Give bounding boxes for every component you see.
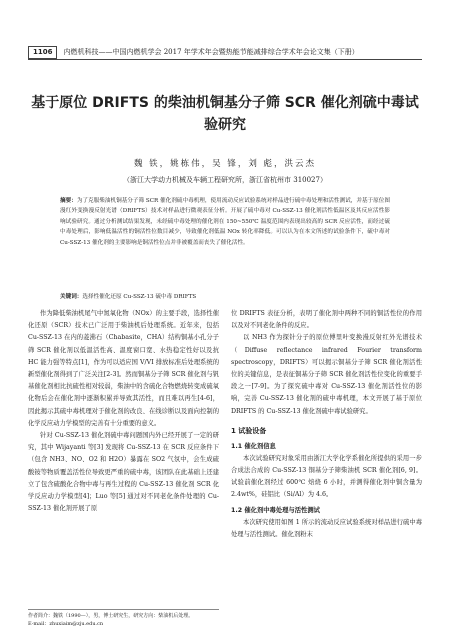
paragraph: 本次试验研究对象采用由浙江大学化学系催化所提供的采用一步合成法合成的 Cu-SSZ-13 铜基分子筛柴油机 SCR 催化剂[6, 9]。试验前催化剂经过 600℃ 焙烧 6 小时，并测得催化剂中铜含量为 2.4wt%，硅铝比（Si/Al）为 4.6。 [231, 454, 422, 499]
abstract-label: 摘要： [60, 198, 77, 204]
running-header [28, 46, 422, 60]
paragraph: 本次研究使用如图 1 所示的流动反应试验系统对样品进行硫中毒处理与活性测试。催化剂粉末 [231, 518, 422, 538]
affiliation: （浙江大学动力机械及车辆工程研究所，浙江省杭州市 310027） [123, 176, 327, 184]
authors: 魏 铁，姚栋伟，吴 锋，刘 彪，洪云杰 [133, 159, 317, 169]
section-heading: 1 试验设备 [231, 426, 267, 435]
keywords [60, 292, 390, 302]
subsection-heading: 1.2 催化剂中毒处理与活性测试 [231, 506, 320, 514]
author-info: 作者简介：魏铁（1990—），男，博士研究生，研究方向：柴油机后处理。 [28, 613, 194, 619]
right-column [231, 308, 422, 541]
keywords-label: 关键词： [60, 294, 83, 300]
left-column [28, 308, 219, 515]
abstract-text: 为了克服柴油机铜基分子筛 SCR 催化剂硫中毒机理，使用流动反应试验系统对样品进行硫中毒处理和活性测试，并基于原位图漫红外变换漫反射光谱（DRIFTS）技术对样品进行微观表征分析。开展了硫中毒对 Cu-SSZ-13 催化剂活性低温区及其反应活性影响试验研究。通过分析测试结果发现，未经硫中毒处理的催化剂在 150~550℃ 温度范围内表现出较高的 SCR 反应活性，而经过硫中毒处理后，影响低温活性的铜活性位数目减少，导致催化剂低温 NOx 转化率降低。可以认为在本文所述的试验条件下，硫中毒对 Cu-SSZ-13 催化剂的主要影响是铜活性位点并非被覆盖而丧失了催化活性。 [60, 198, 390, 246]
subsection-heading: 1.1 催化剂信息 [231, 442, 276, 450]
paragraph: 位 DRIFTS 表征分析，表明了催化剂中两种不同的铜活性位的作用以及对不同老化条件的反应。 [231, 310, 422, 330]
paragraph: 作为降低柴油机尾气中氮氧化物（NOx）的主要手段，选择性催化还原（SCR）技术已广泛用于柴油机后处理系统。近年来，包括 Cu-SSZ-13 在内的菱沸石（Chabasite，CHA）结构铜基小孔分子筛 SCR 催化剂以低温活性高、温度窗口宽、水热稳定性好以及抗 HC 能力强等特点[1]，作为可以适应国 V/VI 排放标准后处理系统的新型催化剂得到了广泛关注[2-3]。然而铜基分子筛 SCR 催化剂与钒基催化剂相比抗硫性相对较弱，柴油中的含硫化合物燃烧转变成硫氧化物后会在催化剂中逐渐积累并导致其活性，而且难以再生[4-6]，因此揭示其硫中毒机理对于催化剂的改良、在线诊断以及面向控制的化学反应动力学模型的完善有十分重要的意义。 [28, 310, 219, 427]
keywords-text: 选择性催化还原 Cu-SSZ-13 硫中毒 DRIFTS [82, 294, 197, 300]
paper-title: 基于原位 DRIFTS 的柴油机铜基分子筛 SCR 催化剂硫中毒试验研究 [31, 95, 419, 133]
paragraph: 针对 Cu-SSZ-13 催化剂硫中毒问题国内外已经开展了一定的研究，其中 Wijayanti 等[3] 发现将 Cu-SSZ-13 在 SCR 反应条件下（包含 NH3、NO、O2 和 H2O）暴露在 SO2 气氛中，会生成硫酸铵等物质覆盖活性位导致更严重的硫中毒，该团队在此基础上还建立了包含硫酸化合物中毒与再生过程的 Cu-SSZ-13 催化剂 SCR 化学反应动力学模型[4]；Luo 等[5] 通过对不同老化条件处理的 Cu-SSZ-13 催化剂开展了原 [28, 432, 219, 513]
footnote [28, 609, 219, 628]
paragraph: 以 NH3 作为探针分子的原位傅里叶变换漫反射红外光谱技术（Diffuse reflectance infrared Fourier transform spectroscopy，DRIFTS）可以揭示铜基分子筛 SCR 催化剂活性位的关键信息，是表征铜基分子筛 SCR 催化剂活性位变化的重要手段之一[7-9]。为了探究硫中毒对 Cu-SSZ-13 催化剂活性位的影响，完善 Cu-SSZ-13 催化剂的硫中毒机理，本文开展了基于原位 DRIFTS 的 Cu-SSZ-13 催化剂硫中毒试验研究。 [231, 334, 422, 415]
abstract [60, 196, 390, 248]
author-email: E-mail：zhuxiaim@zju.edu.cn [28, 621, 104, 627]
running-title: 内燃机科技——中国内燃机学会 2017 年学术年会暨热能节能减排综合学术年会论文集（下册） [63, 48, 359, 56]
page-number: 1106 [28, 46, 57, 59]
